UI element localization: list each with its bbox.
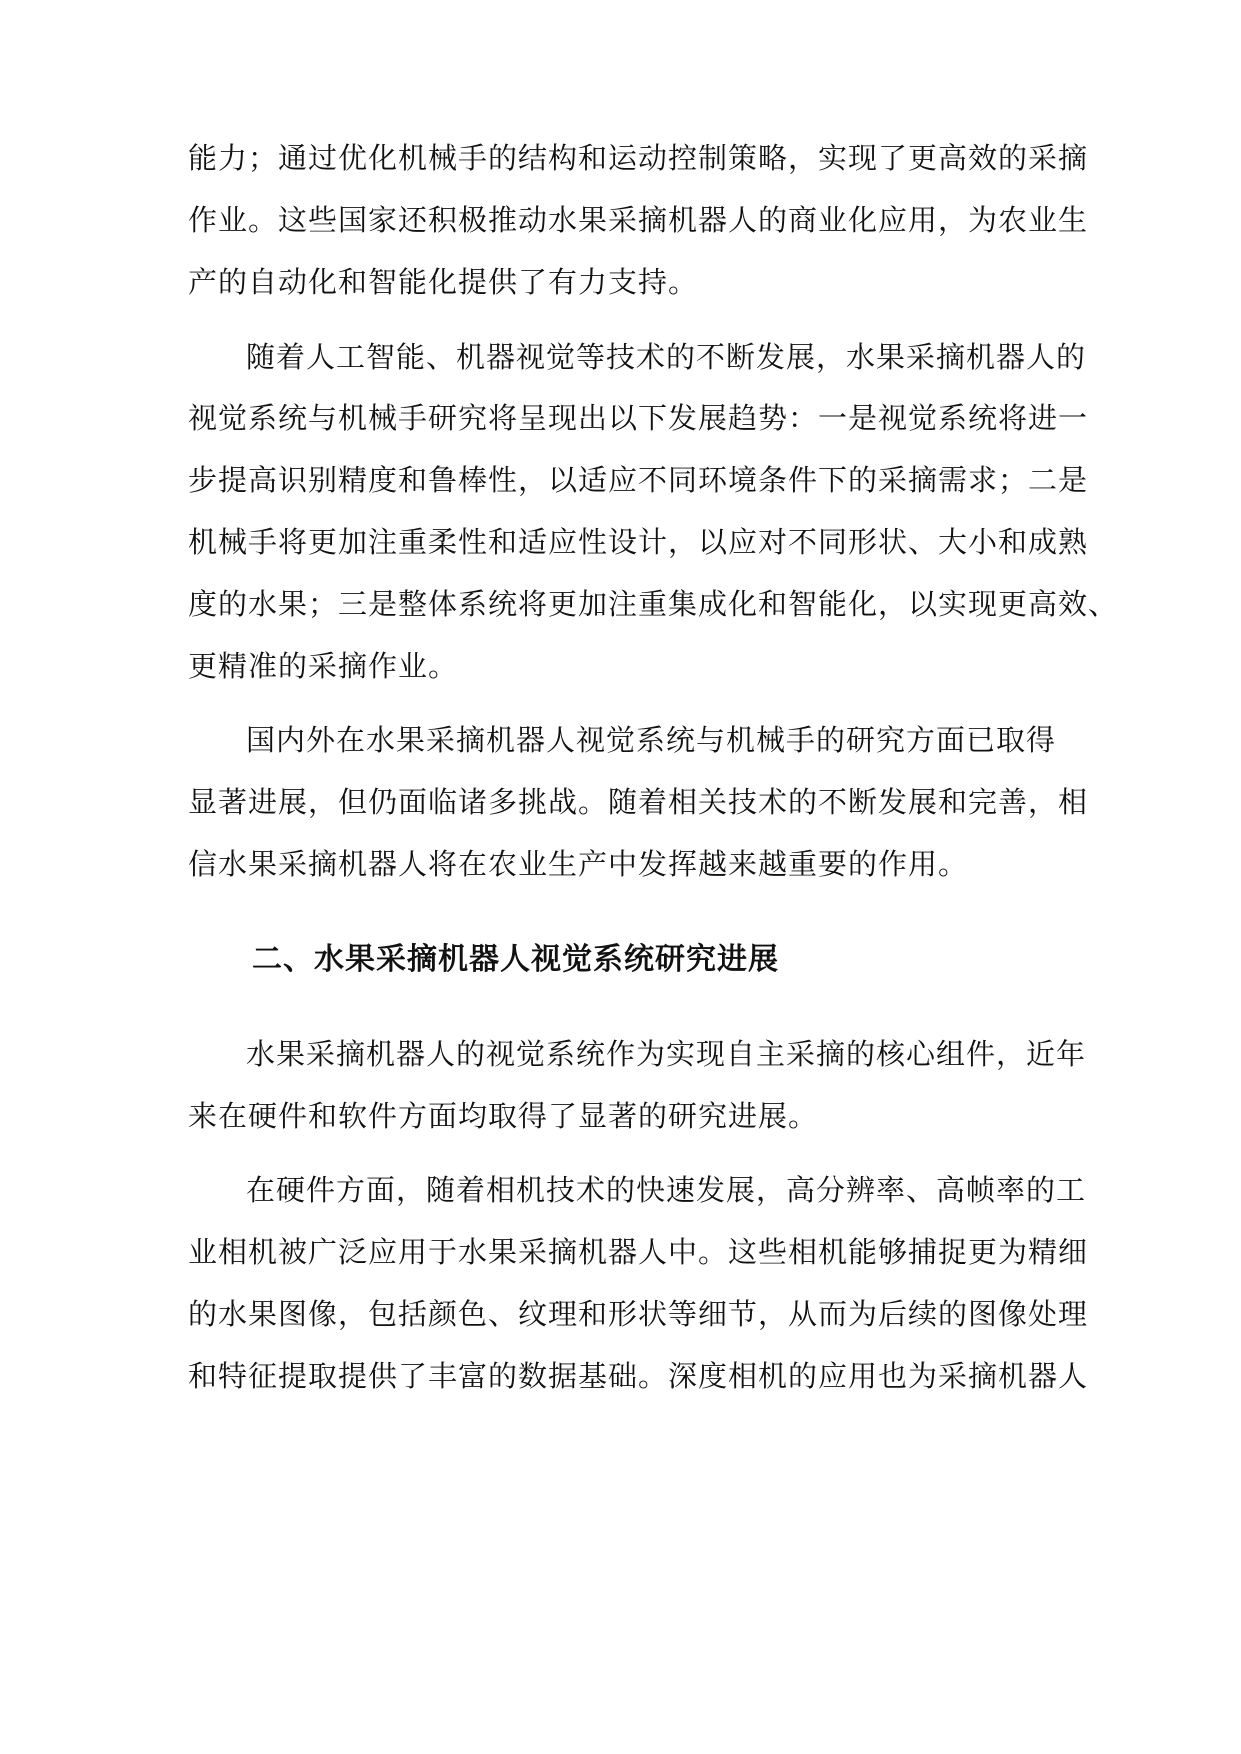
paragraph-2-line-1: 随着人工智能、机器视觉等技术的不断发展，水果采摘机器人的: [246, 340, 1087, 374]
section-paragraph-2-line-2: 业相机被广泛应用于水果采摘机器人中。这些相机能够捕捉更为精细: [188, 1235, 1089, 1269]
paragraph-1-line-1: 能力；通过优化机械手的结构和运动控制策略，实现了更高效的采摘: [188, 141, 1089, 175]
section-heading: 二、水果采摘机器人视觉系统研究进展: [252, 942, 779, 977]
section-paragraph-2-line-4: 和特征提取提供了丰富的数据基础。深度相机的应用也为采摘机器人: [188, 1359, 1089, 1393]
paragraph-2-line-2: 视觉系统与机械手研究将呈现出以下发展趋势：一是视觉系统将进一: [188, 401, 1089, 435]
section-paragraph-2-line-3: 的水果图像，包括颜色、纹理和形状等细节，从而为后续的图像处理: [188, 1297, 1089, 1331]
paragraph-2-line-6: 更精准的采摘作业。: [188, 649, 459, 683]
paragraph-3-line-2: 显著进展，但仍面临诸多挑战。随着相关技术的不断发展和完善，相: [188, 785, 1089, 819]
paragraph-3-line-3: 信水果采摘机器人将在农业生产中发挥越来越重要的作用。: [188, 847, 969, 881]
paragraph-2-line-5: 度的水果；三是整体系统将更加注重集成化和智能化，以实现更高效、: [188, 587, 1119, 621]
paragraph-2-line-4: 机械手将更加注重柔性和适应性设计，以应对不同形状、大小和成熟: [188, 525, 1089, 559]
section-paragraph-1-line-2: 来在硬件和软件方面均取得了显著的研究进展。: [188, 1099, 819, 1133]
paragraph-3-line-1: 国内外在水果采摘机器人视觉系统与机械手的研究方面已取得: [246, 723, 1057, 757]
section-paragraph-2-line-1: 在硬件方面，随着相机技术的快速发展，高分辨率、高帧率的工: [246, 1173, 1087, 1207]
paragraph-2-line-3: 步提高识别精度和鲁棒性，以适应不同环境条件下的采摘需求；二是: [188, 463, 1089, 497]
paragraph-1-line-2: 作业。这些国家还积极推动水果采摘机器人的商业化应用，为农业生: [188, 203, 1089, 237]
paragraph-1-line-3: 产的自动化和智能化提供了有力支持。: [188, 265, 699, 299]
section-paragraph-1-line-1: 水果采摘机器人的视觉系统作为实现自主采摘的核心组件，近年: [246, 1037, 1087, 1071]
